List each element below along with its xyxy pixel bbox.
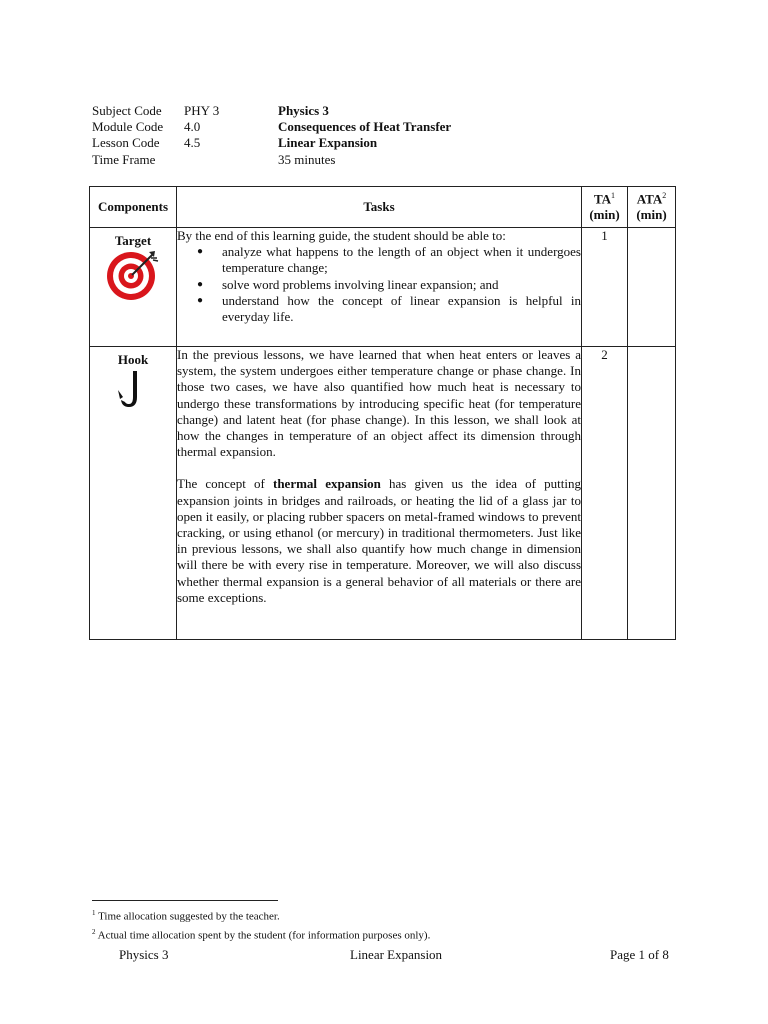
list-item: ● solve word problems involving linear expansion; and (177, 277, 581, 293)
target-task-cell (177, 228, 582, 347)
hook-task-cell (177, 347, 582, 640)
footnote-1: $^1$ Time allocation suggested by the teacher. (92, 909, 280, 923)
footnotes (92, 906, 430, 943)
target-intro: By the end of this learning guide, the student should be able to: (177, 228, 506, 243)
ata-value-hook[interactable] (628, 347, 676, 640)
footer-left: Physics 3 (119, 947, 169, 962)
header-code: 4.5 (184, 135, 201, 151)
component-label-target: Target (114, 233, 152, 248)
header-key: Lesson Code (92, 135, 160, 151)
lesson-table (89, 186, 676, 640)
header-row-module (92, 119, 451, 135)
footer-center: Linear Expansion (350, 947, 443, 962)
fishing-hook-icon (113, 368, 153, 412)
table-row-target (90, 228, 676, 347)
header-value: Linear Expansion (278, 135, 378, 151)
table-row-hook (90, 347, 676, 640)
component-label-hook: Hook (117, 352, 149, 367)
footnote-divider (92, 900, 278, 901)
component-cell (90, 228, 177, 347)
header-key: Subject Code (92, 103, 162, 118)
ta-value-target: 1 (582, 228, 628, 347)
header-key: Module Code (92, 119, 164, 135)
header-code (184, 152, 278, 168)
hook-paragraph-2: The concept of thermal expansion has given us the idea of putting expansion joints in bridges and railroads, or heating the lid of a glass jar to open it easily, or placing rubber spacers on metal-framed windows to prevent cracking, or using ethanol (or mercury) in traditional thermometers. Just like in previous lessons, we shall also quantify how much change in dimension will there be with every rise in temperature. Moreover, we will also discuss whether thermal expansion is a general behavior of all materials or there are some exceptions. (177, 476, 581, 605)
thermal-expansion-term: thermal expansion (272, 476, 381, 492)
list-item: ● understand how the concept of linear expansion is helpful in everyday life. (177, 293, 581, 325)
header-code: 4.0 (184, 119, 201, 135)
col-header-components: Components (90, 187, 177, 228)
footer-page-number: Page 1 of 8 (610, 947, 669, 962)
header-row-lesson (92, 135, 451, 151)
hook-paragraph-1: In the previous lessons, we have learned that when heat enters or leaves a system, the system undergoes either temperature change or phase change. In those two cases, we have also quantified how much heat is necessary to undergo these transformations by introducing specific heat (for temperature change) and latent heat (for phase change). In this lesson, we shall look at how the changes in temperature of an object affect its dimension through thermal expansion. (177, 347, 581, 460)
ata-value-target[interactable] (628, 228, 676, 347)
lesson-header (92, 103, 451, 168)
col-header-ta: $TA^1$ (min) (582, 187, 628, 228)
target-with-arrow-icon (105, 249, 161, 301)
component-cell (90, 347, 177, 640)
col-header-tasks: Tasks (177, 187, 582, 228)
footnote-2: $^2$ Actual time allocation spent by the student (for information purposes only). (92, 927, 431, 942)
header-row-timeframe (92, 152, 451, 168)
header-key: Time Frame (92, 151, 156, 167)
header-value: Consequences of Heat Transfer (278, 119, 452, 135)
ta-value-hook: 2 (582, 347, 628, 640)
header-code: PHY 3 (184, 103, 220, 118)
header-value: 35 minutes (278, 151, 336, 167)
header-value: Physics 3 (278, 103, 329, 118)
header-row-subject (92, 103, 451, 119)
list-item: ● analyze what happens to the length of an object when it undergoes temperature change; (177, 244, 581, 276)
col-header-ata: ATA$^2$ (min) (628, 187, 676, 228)
table-header-row (90, 187, 676, 228)
objectives-list (177, 244, 581, 325)
